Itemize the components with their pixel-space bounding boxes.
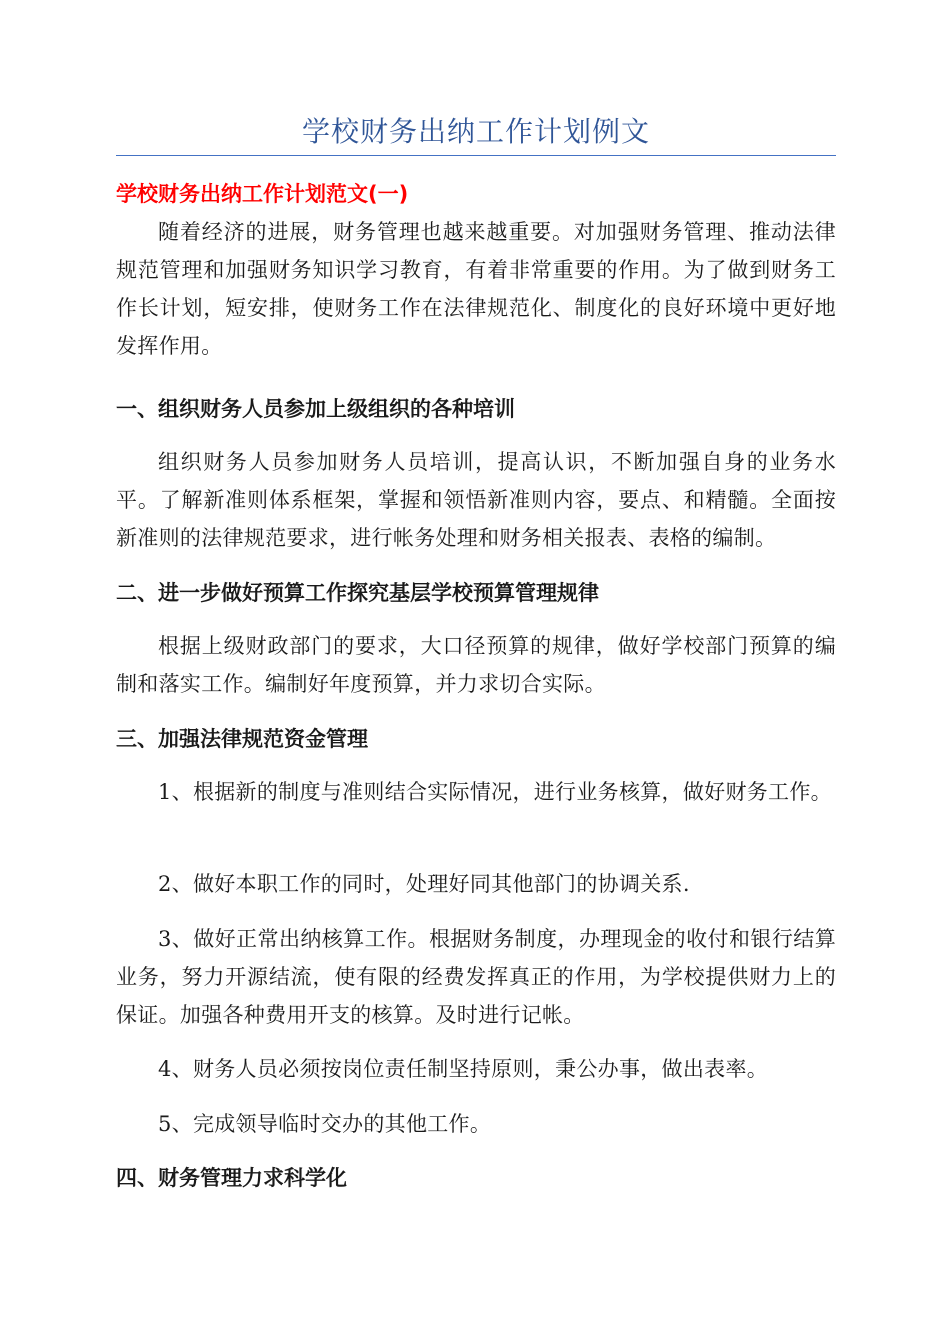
section-heading-3: 三、加强法律规范资金管理 bbox=[116, 727, 368, 751]
section-3-item-2: 2、做好本职工作的同时，处理好同其他部门的协调关系. bbox=[158, 872, 690, 896]
section-heading-2: 二、进一步做好预算工作探究基层学校预算管理规律 bbox=[116, 581, 599, 605]
section-3-item-4: 4、财务人员必须按岗位责任制坚持原则，秉公办事，做出表率。 bbox=[158, 1057, 769, 1081]
document-subtitle: 学校财务出纳工作计划范文(一) bbox=[116, 182, 409, 206]
section-2-paragraph-1: 根据上级财政部门的要求，大口径预算的规律，做好学校部门预算的编制和落实工作。编制好年度预算，并力求切合实际。 bbox=[116, 634, 836, 696]
title-divider bbox=[116, 155, 836, 156]
section-3-item-3: 3、做好正常出纳核算工作。根据财务制度，办理现金的收付和银行结算业务，努力开源结流，使有限的经费发挥真正的作用，为学校提供财力上的保证。加强各种费用开支的核算。及时进行记帐。 bbox=[116, 927, 836, 1027]
document-title: 学校财务出纳工作计划例文 bbox=[301, 115, 650, 148]
section-heading-1: 一、组织财务人员参加上级组织的各种培训 bbox=[116, 397, 515, 421]
section-1-paragraph-1: 组织财务人员参加财务人员培训，提高认识，不断加强自身的业务水平。了解新准则体系框架，掌握和领悟新准则内容，要点、和精髓。全面按新准则的法律规范要求，进行帐务处理和财务相关报表、表格的编制。 bbox=[116, 450, 836, 550]
intro-paragraph: 随着经济的进展，财务管理也越来越重要。对加强财务管理、推动法律规范管理和加强财务知识学习教育，有着非常重要的作用。为了做到财务工作长计划，短安排，使财务工作在法律规范化、制度化的良好环境中更好地发挥作用。 bbox=[116, 220, 836, 358]
section-3-item-5: 5、完成领导临时交办的其他工作。 bbox=[158, 1112, 492, 1136]
section-heading-4: 四、财务管理力求科学化 bbox=[116, 1166, 347, 1190]
section-3-item-1: 1、根据新的制度与准则结合实际情况，进行业务核算，做好财务工作。 bbox=[158, 780, 832, 804]
